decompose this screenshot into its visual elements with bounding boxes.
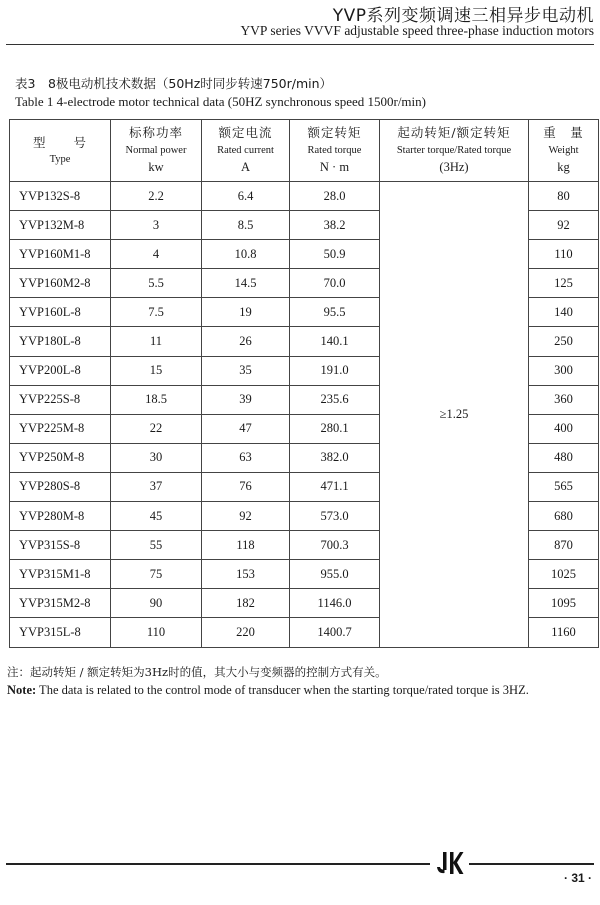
cell-weight: 480 — [529, 443, 599, 472]
cell-current: 19 — [202, 298, 290, 327]
cell-torque: 700.3 — [290, 531, 380, 560]
header-weight: 重 量 Weight kg — [529, 120, 599, 182]
company-logo — [436, 850, 464, 876]
cell-current: 39 — [202, 385, 290, 414]
cell-torque: 38.2 — [290, 211, 380, 240]
cell-power: 45 — [111, 502, 202, 531]
cell-current: 6.4 — [202, 182, 290, 211]
cell-current: 118 — [202, 531, 290, 560]
cell-weight: 565 — [529, 472, 599, 501]
cell-torque: 191.0 — [290, 356, 380, 385]
cell-torque: 95.5 — [290, 298, 380, 327]
cell-model: YVP225M-8 — [10, 414, 111, 443]
cell-power: 30 — [111, 443, 202, 472]
cell-weight: 1025 — [529, 560, 599, 589]
cell-torque: 140.1 — [290, 327, 380, 356]
header-starter-torque: 起动转矩/额定转矩 Starter torque/Rated torque (3Hz) — [380, 120, 529, 182]
cell-power: 37 — [111, 472, 202, 501]
cell-torque: 1400.7 — [290, 618, 380, 647]
header-title-en: YVP series VVVF adjustable speed three-phase induction motors — [240, 23, 594, 38]
cell-weight: 870 — [529, 531, 599, 560]
header-type: 型 号 Type — [10, 120, 111, 182]
cell-model: YVP200L-8 — [10, 356, 111, 385]
header-current: 额定电流 Rated current A — [202, 120, 290, 182]
cell-torque: 382.0 — [290, 443, 380, 472]
cell-weight: 1160 — [529, 618, 599, 647]
cell-current: 182 — [202, 589, 290, 618]
cell-model: YVP280S-8 — [10, 472, 111, 501]
cell-power: 75 — [111, 560, 202, 589]
table-row — [10, 182, 599, 211]
cell-weight: 110 — [529, 240, 599, 269]
cell-current: 153 — [202, 560, 290, 589]
cell-model: YVP250M-8 — [10, 443, 111, 472]
cell-torque: 955.0 — [290, 560, 380, 589]
cell-current: 26 — [202, 327, 290, 356]
cell-model: YVP315M1-8 — [10, 560, 111, 589]
cell-current: 14.5 — [202, 269, 290, 298]
footer-rule-right — [469, 863, 594, 865]
cell-current: 63 — [202, 443, 290, 472]
cell-current: 92 — [202, 502, 290, 531]
note-en-text: The data is related to the control mode of transducer when the starting torque/rated torque is 3HZ. — [36, 683, 529, 697]
cell-power: 3 — [111, 211, 202, 240]
cell-model: YVP315M2-8 — [10, 589, 111, 618]
cell-current: 10.8 — [202, 240, 290, 269]
header-power: 标称功率 Normal power kw — [111, 120, 202, 182]
cell-model: YVP315S-8 — [10, 531, 111, 560]
page-number: · 31 · — [563, 871, 592, 885]
motor-data-table — [9, 119, 599, 648]
cell-torque: 28.0 — [290, 182, 380, 211]
footer-rule-left — [6, 863, 430, 865]
cell-power: 5.5 — [111, 269, 202, 298]
cell-power: 22 — [111, 414, 202, 443]
cell-torque: 50.9 — [290, 240, 380, 269]
cell-weight: 125 — [529, 269, 599, 298]
cell-model: YVP132M-8 — [10, 211, 111, 240]
cell-model: YVP132S-8 — [10, 182, 111, 211]
note-cn: 注：起动转矩 / 额定转矩为3Hz时的值，其大小与变频器的控制方式有关。 — [7, 665, 387, 679]
note-en — [7, 683, 529, 698]
cell-current: 35 — [202, 356, 290, 385]
cell-current: 8.5 — [202, 211, 290, 240]
table-caption-cn: 表3 8极电动机技术数据（50Hz时同步转速750r/min） — [15, 76, 333, 91]
cell-power: 55 — [111, 531, 202, 560]
cell-current: 47 — [202, 414, 290, 443]
table-header-row — [10, 120, 599, 182]
jk-logo-icon — [437, 852, 464, 874]
table-caption-en: Table 1 4-electrode motor technical data (50HZ synchronous speed 1500r/min) — [15, 94, 426, 109]
cell-starter-ratio: ≥1.25 — [380, 182, 529, 648]
cell-current: 220 — [202, 618, 290, 647]
cell-power: 110 — [111, 618, 202, 647]
cell-power: 11 — [111, 327, 202, 356]
cell-power: 90 — [111, 589, 202, 618]
header-rule — [6, 44, 594, 45]
cell-weight: 92 — [529, 211, 599, 240]
cell-weight: 80 — [529, 182, 599, 211]
header-torque: 额定转矩 Rated torque N · m — [290, 120, 380, 182]
cell-torque: 1146.0 — [290, 589, 380, 618]
cell-current: 76 — [202, 472, 290, 501]
header-title-cn: YVP系列变频调速三相异步电动机 — [332, 6, 594, 26]
cell-weight: 140 — [529, 298, 599, 327]
cell-power: 15 — [111, 356, 202, 385]
note-en-label: Note: — [7, 683, 37, 697]
cell-model: YVP280M-8 — [10, 502, 111, 531]
cell-weight: 300 — [529, 356, 599, 385]
cell-power: 7.5 — [111, 298, 202, 327]
cell-torque: 280.1 — [290, 414, 380, 443]
cell-weight: 680 — [529, 502, 599, 531]
cell-power: 4 — [111, 240, 202, 269]
cell-torque: 235.6 — [290, 385, 380, 414]
cell-model: YVP160M2-8 — [10, 269, 111, 298]
cell-torque: 471.1 — [290, 472, 380, 501]
cell-torque: 573.0 — [290, 502, 380, 531]
cell-torque: 70.0 — [290, 269, 380, 298]
cell-weight: 400 — [529, 414, 599, 443]
cell-power: 2.2 — [111, 182, 202, 211]
cell-model: YVP180L-8 — [10, 327, 111, 356]
cell-model: YVP160L-8 — [10, 298, 111, 327]
cell-model: YVP315L-8 — [10, 618, 111, 647]
cell-model: YVP225S-8 — [10, 385, 111, 414]
cell-weight: 250 — [529, 327, 599, 356]
cell-weight: 360 — [529, 385, 599, 414]
cell-power: 18.5 — [111, 385, 202, 414]
cell-weight: 1095 — [529, 589, 599, 618]
cell-model: YVP160M1-8 — [10, 240, 111, 269]
